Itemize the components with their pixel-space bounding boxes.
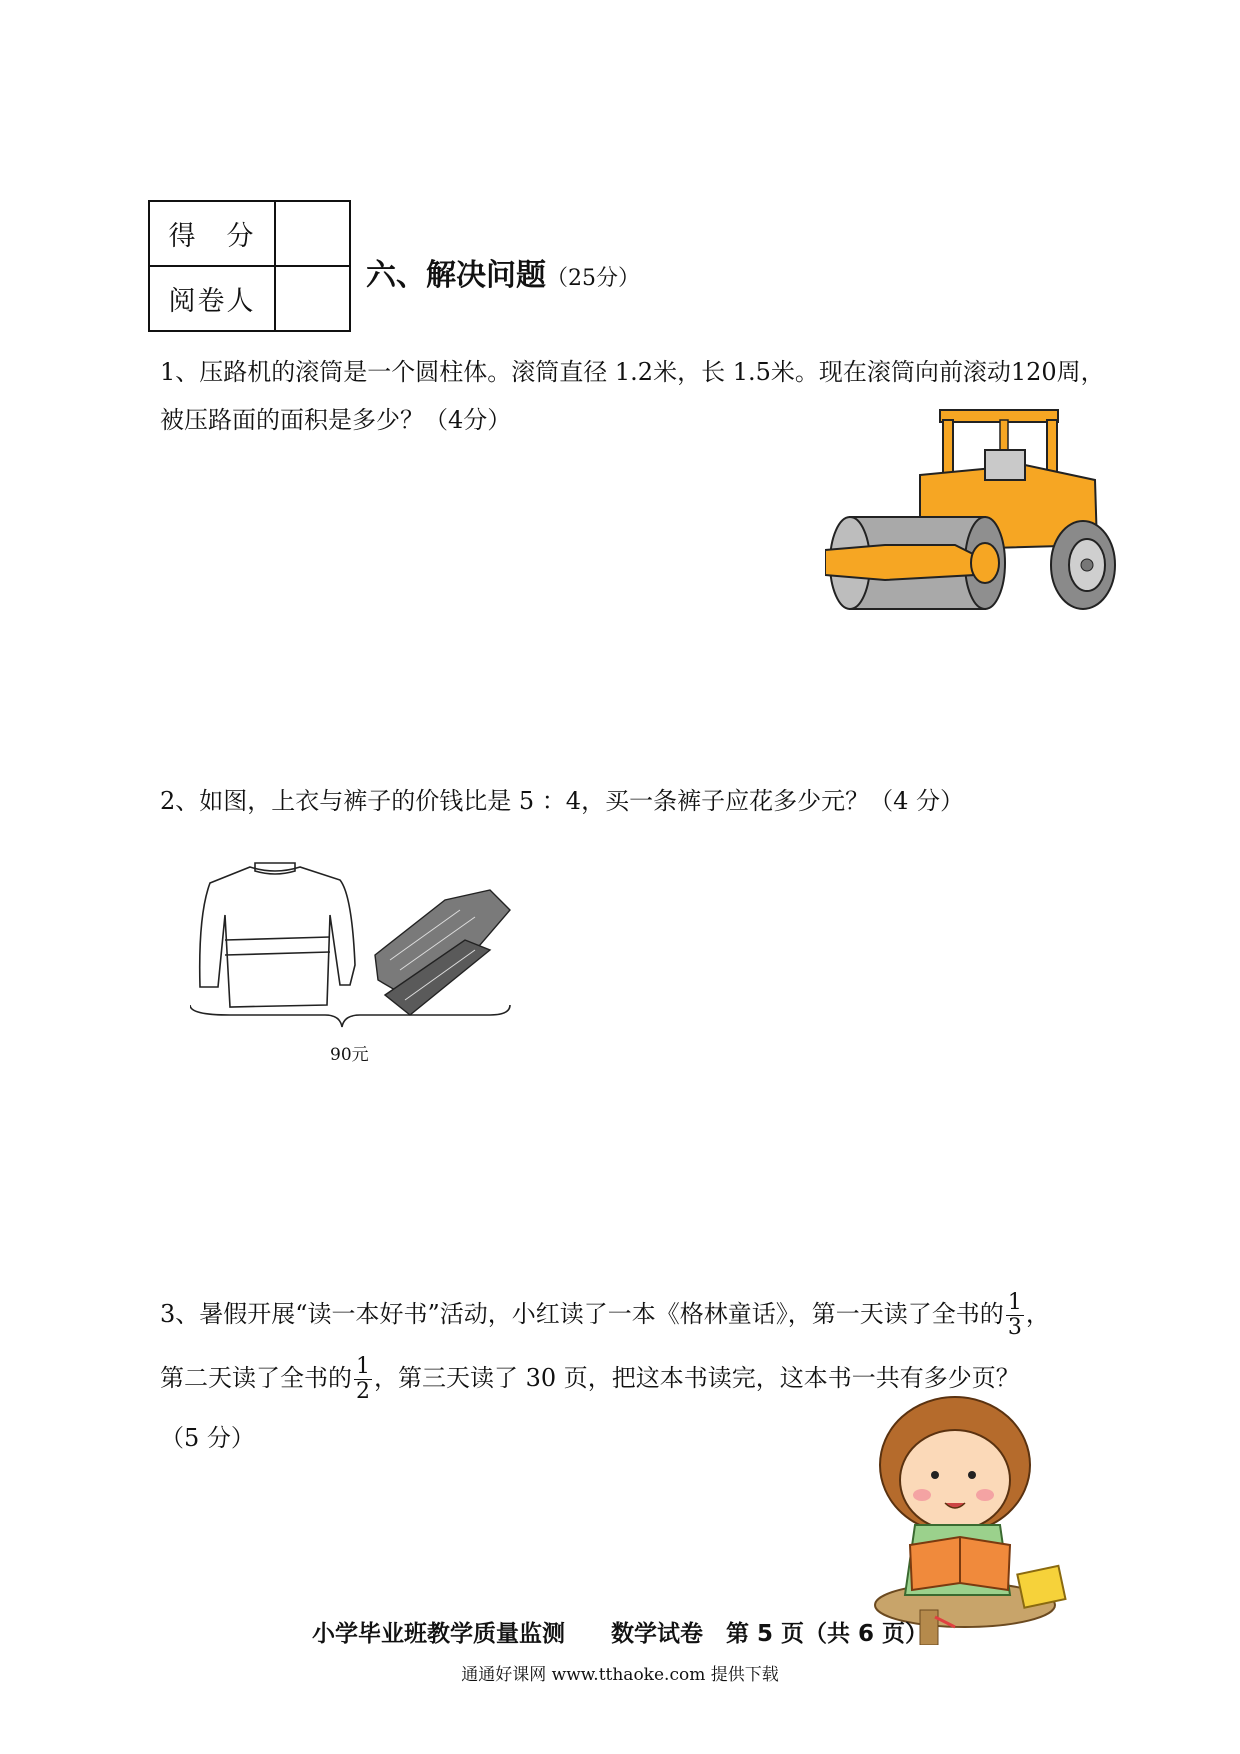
question-2: 2、如图，上衣与裤子的价钱比是 5 ：4，买一条裤子应花多少元？（4 分） (160, 787, 964, 815)
brace (190, 1005, 510, 1027)
question-3-line-3: （5 分） (160, 1424, 255, 1452)
question-3-line-1-end: ， (1025, 1300, 1050, 1328)
page-footer: 小学毕业班教学质量监测 数学试卷 第 5 页（共 6 页） (311, 1621, 929, 1647)
sweater-icon (200, 863, 355, 1007)
question-1-line-2: 被压路面的面积是多少？（4分） (160, 406, 512, 434)
fraction-denominator: 3 (1007, 1315, 1022, 1340)
question-1-line-1: 1、压路机的滚筒是一个圆柱体。滚筒直径 1.2米，长 1.5米。现在滚筒向前滚动120周， (160, 358, 1105, 386)
section-title-text: 六、解决问题 (366, 258, 546, 293)
question-3-line-1-text: 3、暑假开展“读一本好书”活动，小红读了一本《格林童话》，第一天读了全书的 (160, 1300, 1004, 1328)
download-credit: 通通好课网 www.tthaoke.com 提供下载 (461, 1665, 779, 1685)
question-3-line-2-end: ，第三天读了 30 页，把这本书读完，这本书一共有多少页？ (374, 1364, 1020, 1392)
grader-label: 阅卷人 (149, 266, 275, 331)
question-3-line-1 (160, 1290, 1050, 1354)
fraction-numerator: 1 (356, 1354, 370, 1379)
pants-icon (375, 890, 510, 1015)
section-title (366, 250, 640, 294)
fraction-one-third (1006, 1291, 1024, 1340)
girl-reading-illustration (860, 1395, 1090, 1645)
score-value-cell (275, 201, 350, 266)
fraction-denominator: 2 (356, 1379, 370, 1404)
clothes-illustration (190, 855, 530, 1035)
question-3-line-2-text: 第二天读了全书的 (160, 1364, 352, 1392)
fraction-one-half (354, 1355, 372, 1404)
score-box (148, 200, 351, 332)
price-label: 90元 (330, 1045, 369, 1065)
road-roller-illustration (825, 405, 1125, 625)
section-points: （25分） (546, 266, 640, 291)
score-label: 得 分 (149, 201, 275, 266)
grader-value-cell (275, 266, 350, 331)
fraction-numerator: 1 (1007, 1290, 1022, 1315)
